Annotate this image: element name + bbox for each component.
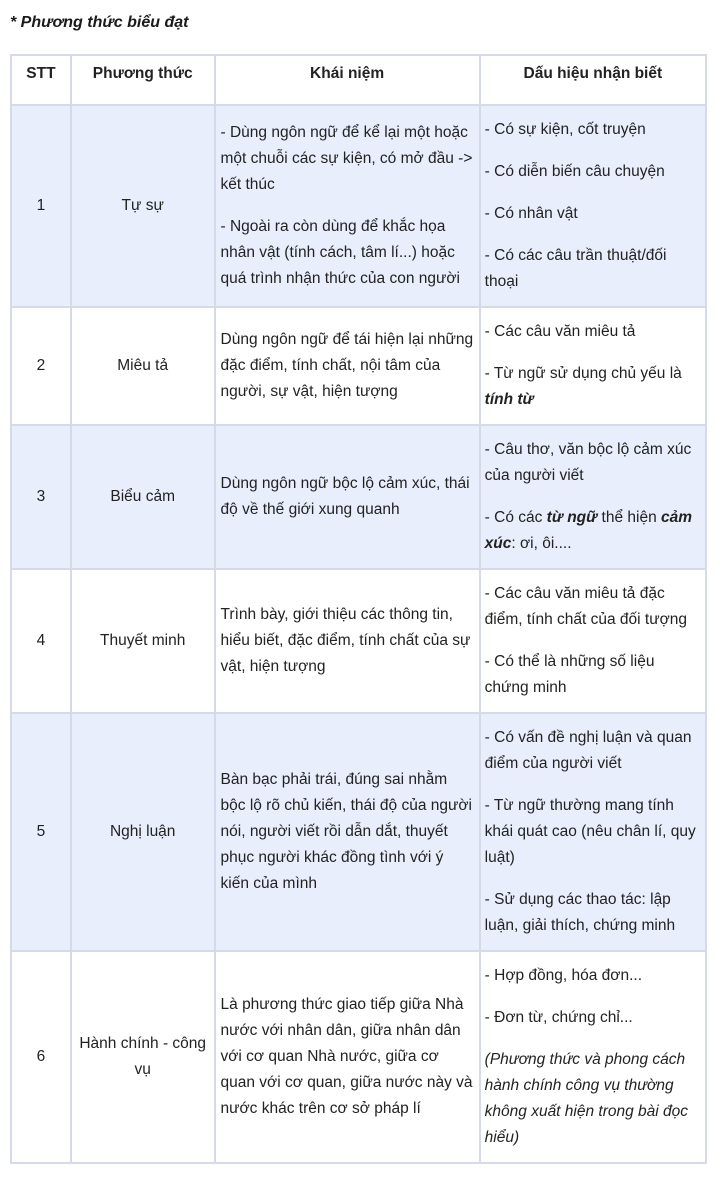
row-concept bbox=[215, 713, 480, 951]
row-signs bbox=[480, 105, 706, 307]
sign-item: - Có vấn đề nghị luận và quan điểm của người viết bbox=[484, 729, 692, 772]
sign-note: (Phương thức và phong cách hành chính công vụ thường không xuất hiện trong bài đọc hiểu) bbox=[484, 1051, 689, 1146]
sign-item: - Sử dụng các thao tác: lập luận, giải thích, chứng minh bbox=[484, 891, 676, 934]
header-stt: STT bbox=[11, 55, 71, 105]
table-row bbox=[11, 713, 706, 951]
row-concept bbox=[215, 951, 480, 1163]
sign-emphasis: tính từ bbox=[484, 391, 534, 408]
row-method: Tự sự bbox=[71, 105, 215, 307]
sign-item: - Từ ngữ thường mang tính khái quát cao (nêu chân lí, quy luật) bbox=[484, 797, 696, 866]
row-method: Hành chính - công vụ bbox=[71, 951, 215, 1163]
sign-item: - Có các câu trần thuật/đối thoại bbox=[484, 247, 667, 290]
concept-paragraph: - Dùng ngôn ngữ để kể lại một hoặc một chuỗi các sự kiện, có mở đầu -> kết thúc bbox=[220, 124, 473, 193]
sign-text: thể hiện bbox=[597, 509, 661, 526]
row-method: Thuyết minh bbox=[71, 569, 215, 713]
row-signs bbox=[480, 569, 706, 713]
concept-paragraph: Dùng ngôn ngữ bộc lộ cảm xúc, thái độ về thế giới xung quanh bbox=[220, 475, 470, 518]
sign-item bbox=[485, 361, 702, 413]
row-stt: 6 bbox=[11, 951, 71, 1163]
sign-emphasis: cảm xúc bbox=[484, 509, 693, 552]
row-method: Miêu tả bbox=[71, 307, 215, 425]
sign-item: - Có thể là những số liệu chứng minh bbox=[484, 653, 655, 696]
row-signs bbox=[480, 425, 706, 569]
row-concept bbox=[215, 105, 480, 307]
row-stt: 4 bbox=[11, 569, 71, 713]
sign-item: - Các câu văn miêu tả đặc điểm, tính chất của đối tượng bbox=[484, 585, 688, 628]
row-stt: 3 bbox=[11, 425, 71, 569]
row-concept bbox=[215, 425, 480, 569]
table-row bbox=[11, 569, 706, 713]
sign-item: - Câu thơ, văn bộc lộ cảm xúc của người viết bbox=[484, 441, 692, 484]
table-row bbox=[11, 307, 706, 425]
concept-paragraph: Dùng ngôn ngữ để tái hiện lại những đặc điểm, tính chất, nội tâm của người, sự vật, hiện tượng bbox=[220, 331, 474, 400]
page-title: * Phương thức biểu đạt bbox=[10, 14, 189, 31]
table-row bbox=[11, 425, 706, 569]
row-concept bbox=[215, 307, 480, 425]
concept-paragraph: Bàn bạc phải trái, đúng sai nhằm bộc lộ rõ chủ kiến, thái độ của người nói, người viết rồi dẫn dắt, thuyết phục người khác đồng tình với ý kiến của mình bbox=[220, 771, 472, 892]
sign-item: - Hợp đồng, hóa đơn... bbox=[484, 967, 642, 984]
sign-item: - Đơn từ, chứng chỉ... bbox=[484, 1009, 633, 1026]
row-method: Biểu cảm bbox=[71, 425, 215, 569]
expression-methods-table bbox=[10, 54, 707, 1164]
sign-text: : ơi, ôi.... bbox=[511, 535, 572, 552]
sign-item bbox=[485, 505, 702, 557]
header-concept: Khái niệm bbox=[215, 55, 480, 105]
concept-paragraph: Là phương thức giao tiếp giữa Nhà nước với nhân dân, giữa nhân dân với cơ quan Nhà nước, giữa cơ quan với cơ quan, giữa nước này và nước khác trên cơ sở pháp lí bbox=[220, 996, 473, 1117]
sign-text: - Từ ngữ sử dụng chủ yếu là bbox=[484, 365, 682, 382]
sign-item: - Các câu văn miêu tả bbox=[484, 323, 636, 340]
sign-item: - Có diễn biến câu chuyện bbox=[484, 163, 665, 180]
table-row bbox=[11, 951, 706, 1163]
row-signs bbox=[480, 713, 706, 951]
concept-paragraph: Trình bày, giới thiệu các thông tin, hiểu biết, đặc điểm, tính chất của sự vật, hiện tượng bbox=[220, 606, 471, 675]
row-stt: 5 bbox=[11, 713, 71, 951]
sign-item: - Có nhân vật bbox=[484, 205, 578, 222]
row-signs bbox=[480, 951, 706, 1163]
row-signs bbox=[480, 307, 706, 425]
sign-emphasis: từ ngữ bbox=[546, 509, 598, 526]
row-stt: 1 bbox=[11, 105, 71, 307]
row-method: Nghị luận bbox=[71, 713, 215, 951]
header-method: Phương thức bbox=[71, 55, 215, 105]
sign-item: - Có sự kiện, cốt truyện bbox=[484, 121, 646, 138]
sign-text: - Có các bbox=[484, 509, 547, 526]
header-signs: Dấu hiệu nhận biết bbox=[480, 55, 706, 105]
row-concept bbox=[215, 569, 480, 713]
table-header-row bbox=[11, 55, 706, 105]
concept-paragraph: - Ngoài ra còn dùng để khắc họa nhân vật (tính cách, tâm lí...) hoặc quá trình nhận thức của con người bbox=[220, 218, 460, 287]
table-row bbox=[11, 105, 706, 307]
row-stt: 2 bbox=[11, 307, 71, 425]
